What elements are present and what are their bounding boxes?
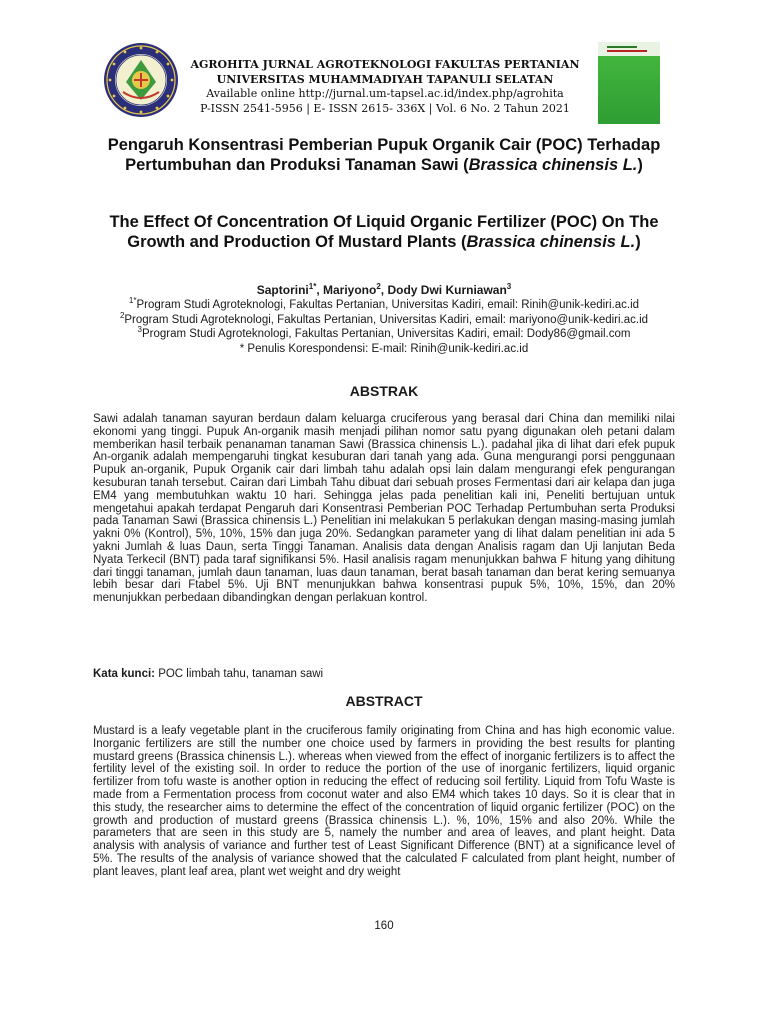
article-title-english: The Effect Of Concentration Of Liquid Organic Fertilizer (POC) On The Growth and Production Of Mustard Plants (Brassica chinensis L.)	[109, 213, 659, 251]
species-name: Brassica chinensis L.	[466, 233, 636, 251]
university-name: UNIVERSITAS MUHAMMADIYAH TAPANULI SELATAN	[216, 72, 554, 86]
affiliations	[80, 298, 688, 356]
journal-header	[190, 58, 580, 116]
affiliation-1: $^{1*}$Program Studi Agroteknologi, Fakultas Pertanian, Universitas Kadiri, email: Rinih@unik-kediri.ac.id	[128, 296, 640, 311]
journal-url: Available online http://jurnal.um-tapsel.ac.id/index.php/agrohita	[206, 87, 564, 100]
keywords	[93, 667, 675, 681]
article-title-indonesian: Pengaruh Konsentrasi Pemberian Pupuk Organik Cair (POC) Terhadap Pertumbuhan dan Produksi Tanaman Sawi (Brassica chinensis L.)	[107, 136, 661, 174]
university-seal-logo	[101, 42, 181, 118]
journal-name: AGROHITA JURNAL AGROTEKNOLOGI FAKULTAS PERTANIAN	[190, 58, 580, 71]
abstract-body: Mustard is a leafy vegetable plant in the cruciferous family originating from China and has high economic value. Inorganic fertilizers are still the number one choice used by farmers in providing the best results for planting mustard greens (Brassica chinensis L.). whereas when viewed from the effect of inorganic fertilizers is to affect the fertility level of the existing soil. In order to reduce the portion of the use of inorganic fertilizers, liquid organic fertilizer from tofu waste is another option in reducing the effect of reducing soil fertility. Liquid from Tofu Waste is made from a Fermentation process from coconut water and also EM4 which takes 10 days. So it is clear that in this study, the researcher aims to determine the effect of the concentration of liquid organic fertilizer (POC) on the growth and production of mustard greens (Brassica chinensis L.). %, 10%, 15% and also 20%. While the parameters that are seen in this study are 5, namely the number and area of leaves, and plant height. Data analysis with analysis of variance and further test of Least Significant Difference (BNT) at a significance level of 5%. The results of the analysis of variance showed that the calculated F calculated from plant height, number of plant leaves, plant leaf area, plant wet weight and dry weight	[93, 725, 675, 878]
abstrak-body: Sawi adalah tanaman sayuran berdaun dalam keluarga cruciferous yang berasal dari China dan memiliki nilai ekonomi yang tinggi. Pupuk An-organik masih menjadi pilihan nomor satu pyang digunakan oleh petani dalam memberikan hasil terbaik penanaman tanaman Sawi (Brassica chinensis L.). padahal jika di lihat dari efek pupuk An-organik adalah mempengaruhi tingkat kesuburan dari tanah yang ada. Guna mengurangi porsi penggunaan Pupuk an-organik, Pupuk Organik cair dari limbah tahu adalah opsi lain dalam mengurangi efek pengurangan kesuburan tanah tersebut. Cairan dari Limbah Tahu dibuat dari sebuah proses Fermentasi dari air kelapa dan juga EM4 yang membutuhkan waktu 10 hari. Sehingga jelas pada penelitian kali ini, Peneliti bertujuan untuk mengetahui apakah terdapat Pengaruh dari Konsentrasi Pemberian POC Terhadap Pertumbuhan serta Produksi pada Tanaman Sawi (Brassica chinensis L.) Penelitian ini melakukan 5 perlakukan dengan masing-masing jumlah yakni 0% (Kontrol), 5%, 10%, 15% dan juga 20%. Sedangkan parameter yang di lihat dalam penelitian ini ada 5 yakni Jumlah & luas Daun, serta Tinggi Tanaman. Analisis data dengan Analisis ragam dan Uji lanjutan Beda Nyata Terkecil (BNT) pada taraf signifikansi 5%. Hasil analisis ragam menunjukkan bahwa F hitung yang dihitung dari tinggi tanaman, jumlah daun tanaman, luas daun tanaman, berat basah tanaman dan berat kering semuanya lebih besar dari Ftabel 5%. Uji BNT menunjukkan bahwa konsentrasi pupuk 5%, 10%, 15%, dan 20% menunjukkan perbedaan dibandingkan dengan perlakuan kontrol.	[93, 413, 675, 605]
journal-issn: P-ISSN 2541-5956 | E- ISSN 2615- 336X | Vol. 6 No. 2 Tahun 2021	[200, 101, 570, 115]
page-number: 160	[374, 920, 394, 932]
keywords-label: Kata kunci:	[93, 668, 155, 680]
abstract-heading: ABSTRACT	[345, 693, 423, 709]
affiliation-3: $^3$Program Studi Agroteknologi, Fakultas Pertanian, Universitas Kadiri, email: Dody86@gmail.com	[137, 325, 631, 340]
author-list: Saptorini$^{1*}$, Mariyono$^2$, Dody Dwi Kurniawan$^3$	[256, 282, 512, 297]
keywords-text: POC limbah tahu, tanaman sawi	[155, 668, 324, 680]
corresponding-author: * Penulis Korespondensi: E-mail: Rinih@unik-kediri.ac.id	[239, 342, 529, 355]
species-name: Brassica chinensis L.	[468, 156, 638, 174]
abstrak-heading: ABSTRAK	[349, 383, 419, 399]
journal-cover-image	[598, 42, 660, 124]
affiliation-2: $^2$Program Studi Agroteknologi, Fakultas Pertanian, Universitas Kadiri, email: mariyono@unik-kediri.ac.id	[119, 310, 649, 326]
